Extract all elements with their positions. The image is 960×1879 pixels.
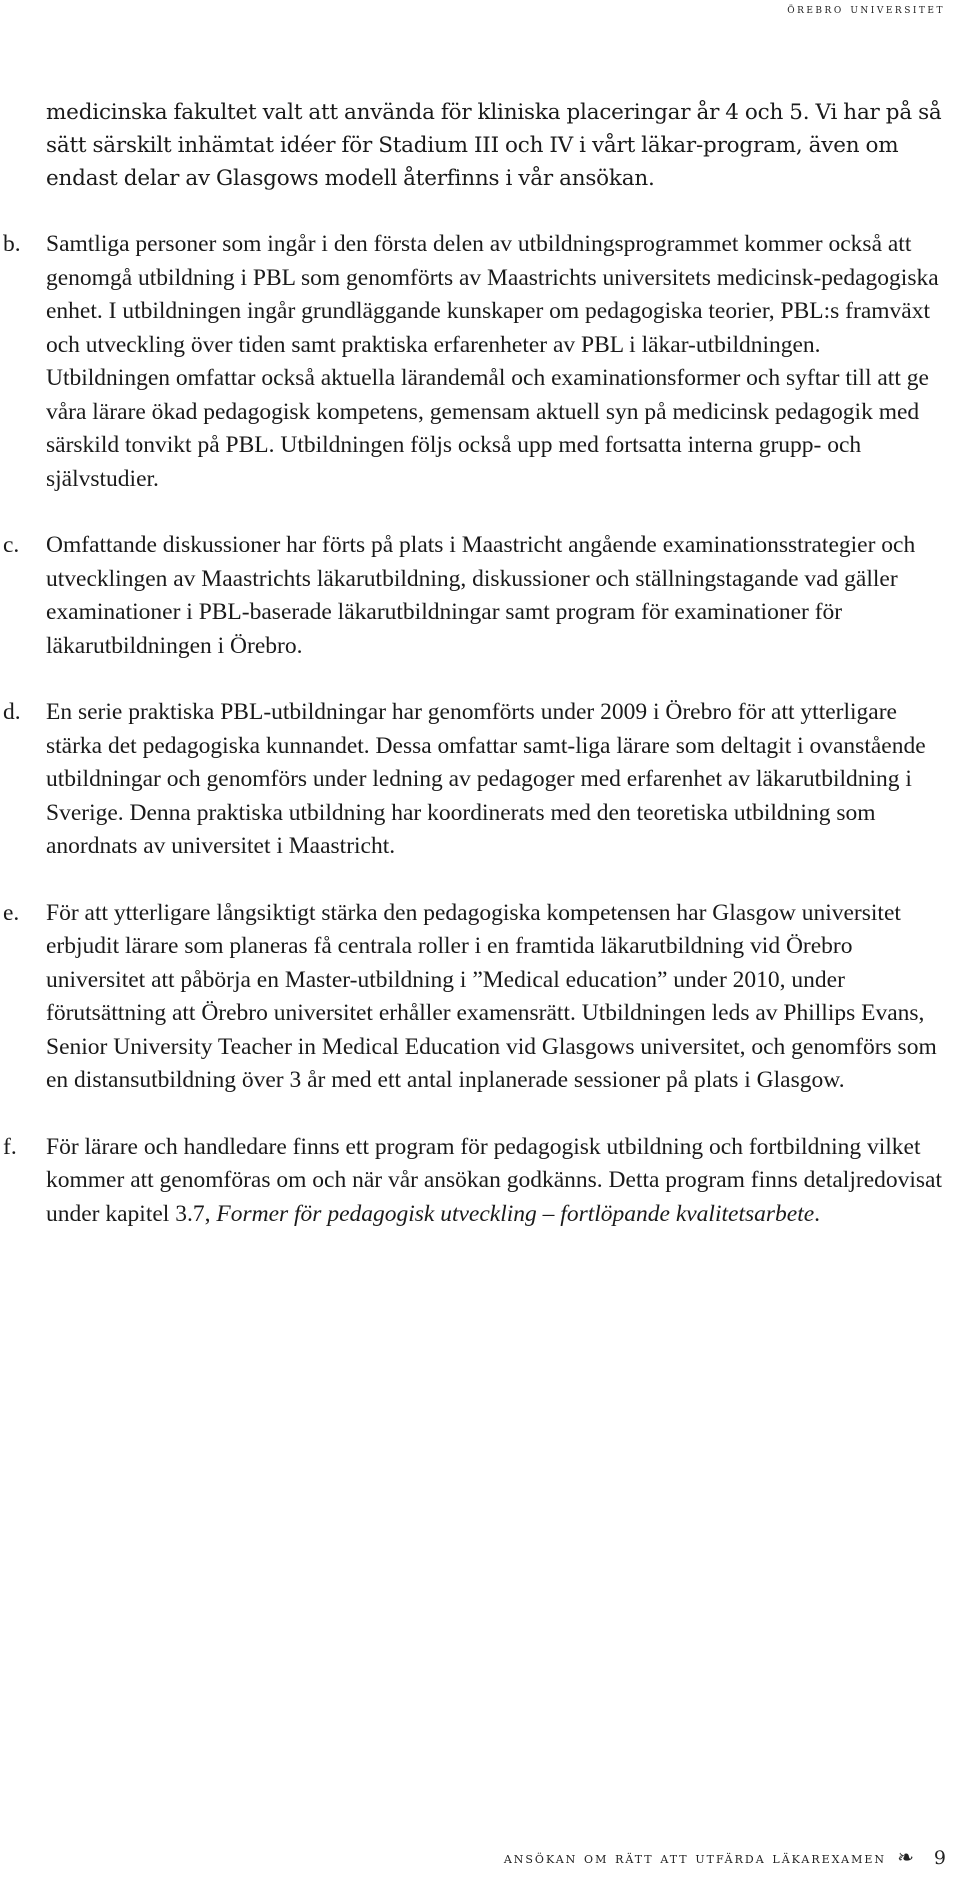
list-item-text: För att ytterligare långsiktigt stärka den pedagogiska kompetensen har Glasgow universitet erbjudit lärare som planeras få centrala roller i en framtida läkarutbildning vid Örebro universitet att påbörja en Master-utbildning i ”Medical education” under 2010, under förutsättning att Örebro universitet erhåller examensrätt. Utbildningen leds av Phillips Evans, Senior University Teacher in Medical Education vid Glasgows universitet, och genomförs som en distansutbildning över 3 år med ett antal inplanerade sessioner på plats i Glasgow.	[46, 899, 937, 1093]
footer-document-title: ansökan om rätt att utfärda läkarexamen	[503, 1849, 886, 1867]
document-body	[3, 96, 946, 1231]
list-item-d	[3, 696, 946, 864]
list-item-text-end: .	[814, 1200, 821, 1227]
list-item-e	[3, 897, 946, 1098]
chapter-reference: Former för pedagogisk utveckling – fortlöpande kvalitetsarbete	[216, 1200, 815, 1227]
list-item-text-start: För lärare och handledare finns ett program för pedagogisk utbildning och fortbildning vilket kommer att genomföras om och när vår ansökan godkänns. Detta program finns detaljredovisat under kapitel 3.7,	[46, 1133, 943, 1227]
list-item-text	[46, 1131, 946, 1232]
list-item-c	[3, 529, 946, 663]
page-header	[0, 0, 960, 30]
list-item-text: Samtliga personer som ingår i den första delen av utbildningsprogrammet kommer också att genomgå utbildning i PBL som genomförts av Maastrichts universitets medicinsk-pedagogiska enhet. I utbildningen ingår grundläggande kunskaper om pedagogiska teorier, PBL:s framväxt och utveckling över tiden samt praktiska erfarenheter av PBL i läkar-utbildningen. Utbildningen omfattar också aktuella lärandemål och examinationsformer och syftar till att ge våra lärare ökad pedagogisk kompetens, gemensam aktuell syn på medicinsk pedagogik med särskild tonvikt på PBL. Utbildningen följs också upp med fortsatta interna grupp- och självstudier.	[46, 231, 939, 492]
intro-paragraph: medicinska fakultet valt att använda för kliniska placeringar år 4 och 5. Vi har på så sätt särskilt inhämtat idéer för Stadium III och IV i vårt läkar-program, även om endast delar av Glasgows modell återfinns i vår ansökan.	[46, 100, 942, 191]
header-university-name: örebro universitet	[787, 2, 945, 17]
list-marker: e.	[3, 899, 20, 926]
list-marker: f.	[3, 1133, 17, 1160]
page-footer	[0, 1839, 960, 1879]
list-item-text: Omfattande diskussioner har förts på plats i Maastricht angående examinationsstrategier och utvecklingen av Maastrichts läkarutbildning, diskussioner och ställningstagande vad gäller examinationer i PBL-baserade läkarutbildningar samt program för examinationer för läkarutbildningen i Örebro.	[46, 532, 916, 659]
fleuron-icon: ❧	[897, 1845, 914, 1869]
list-marker: d.	[3, 699, 21, 725]
page-number: 9	[933, 1847, 946, 1869]
list-marker: c.	[3, 532, 20, 558]
list-item-f	[3, 1131, 946, 1232]
list-item-text: En serie praktiska PBL-utbildningar har genomförts under 2009 i Örebro för att ytterligare stärka det pedagogiska kunnandet. Dessa omfattar samt-liga lärare som deltagit i ovanstående utbildningar och genomförs under ledning av pedagoger med erfarenhet av läkarutbildning i Sverige. Denna praktiska utbildning har koordinerats med den teoretiska utbildning som anordnats av universitet i Maastricht.	[46, 699, 926, 859]
list-item-b	[3, 228, 946, 496]
list-marker: b.	[3, 231, 21, 257]
